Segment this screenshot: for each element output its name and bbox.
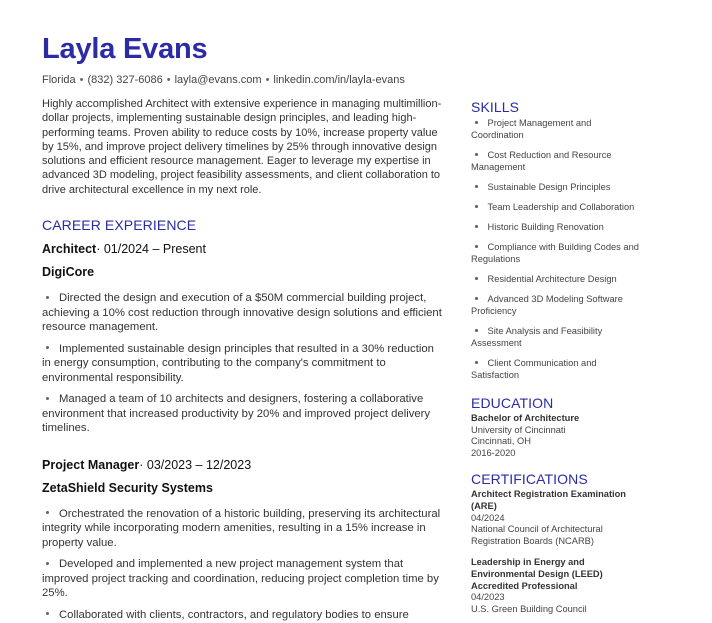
- separator-dot: •: [265, 74, 270, 86]
- skill-text: Site Analysis and Feasibility Assessment: [471, 326, 603, 348]
- certification-entry: [471, 489, 641, 547]
- skill-text: Advanced 3D Modeling Software Proficiency: [471, 294, 623, 316]
- bullet-icon: [46, 397, 49, 400]
- certification-date: 04/2023: [471, 592, 505, 603]
- job-title-line: [42, 242, 442, 256]
- skill-item: [471, 221, 641, 233]
- candidate-name: Layla Evans: [42, 33, 208, 65]
- separator-dot: •: [79, 74, 84, 86]
- bullet-icon: [475, 225, 478, 228]
- bullet-icon: [46, 346, 49, 349]
- bullet-icon: [46, 296, 49, 299]
- bullet-icon: [475, 185, 478, 188]
- bullet-text: Collaborated with clients, contractors, and regulatory bodies to ensure: [59, 608, 409, 621]
- bullet-icon: [46, 612, 49, 615]
- job-bullet: [42, 608, 442, 623]
- professional-summary: Highly accomplished Architect with extensive experience in managing multimillion-dollar projects, implementing sustainable design principles, and leading high-performing teams. Proven ability to reduce costs by 10%, increase property value by 15%, and improve project delivery timelines by 25% through innovative design solutions and efficient resource management. Eager to leverage my expertise in advanced 3D modeling, project feasibility assessments, and client collaboration to drive architectural excellence in my next role.: [42, 98, 442, 196]
- section-title-skills: SKILLS: [471, 99, 520, 115]
- section-title-certifications: CERTIFICATIONS: [471, 471, 588, 488]
- job-bullet: [42, 392, 442, 436]
- job-dates: · 01/2024 – Present: [96, 242, 206, 257]
- contact-email[interactable]: layla@evans.com: [174, 74, 262, 86]
- bullet-icon: [46, 562, 49, 565]
- job-role: Architect: [42, 242, 97, 257]
- job-role: Project Manager: [42, 457, 140, 472]
- skill-text: Project Management and Coordination: [471, 118, 592, 140]
- skills-list: [471, 117, 641, 381]
- certification-issuer: National Council of Architectural Registration Boards (NCARB): [471, 524, 603, 546]
- bullet-icon: [475, 121, 478, 124]
- bullet-icon: [475, 277, 478, 280]
- job-bullet: [42, 342, 442, 386]
- bullet-text: Orchestrated the renovation of a historic building, preserving its architectural integrity while incorporating modern amenities, resulting in a 15% increase in property value.: [42, 507, 441, 549]
- bullet-text: Implemented sustainable design principles that resulted in a 30% reduction in energy consumption, contributing to the company's commitment to environmental responsibility.: [42, 342, 434, 384]
- skill-item: [471, 273, 641, 285]
- contact-line: [42, 74, 405, 86]
- job-title-line: [42, 458, 442, 472]
- job-company: DigiCore: [42, 265, 95, 280]
- bullet-text: Directed the design and execution of a $50M commercial building project, achieving a 10% cost reduction through innovative design solutions and efficient resource management.: [42, 292, 442, 334]
- bullet-text: Developed and implemented a new project management system that improved project tracking and coordination, reducing project completion time by 25%.: [42, 558, 439, 600]
- contact-phone: (832) 327-6086: [87, 74, 163, 86]
- main-column: [42, 97, 442, 623]
- job-bullet: [42, 557, 442, 601]
- separator-dot: •: [166, 74, 171, 86]
- job-bullet: [42, 291, 442, 335]
- bullet-icon: [475, 153, 478, 156]
- bullet-icon: [475, 361, 478, 364]
- section-title-education: EDUCATION: [471, 395, 554, 411]
- education-degree: Bachelor of Architecture: [471, 413, 580, 423]
- bullet-icon: [46, 511, 49, 514]
- contact-linkedin[interactable]: linkedin.com/in/layla-evans: [273, 74, 405, 86]
- sidebar-column: [471, 99, 641, 615]
- education-entry: [471, 413, 641, 459]
- job-entry: [42, 458, 442, 623]
- certification-name: Architect Registration Examination (ARE): [471, 489, 626, 511]
- skill-item: [471, 241, 641, 265]
- skill-text: Client Communication and Satisfaction: [471, 358, 597, 380]
- job-bullet: [42, 507, 442, 551]
- certification-date: 04/2024: [471, 512, 505, 523]
- bullet-icon: [475, 205, 478, 208]
- skill-text: Sustainable Design Principles: [487, 182, 611, 192]
- skill-text: Residential Architecture Design: [487, 274, 617, 284]
- job-entry: [42, 242, 442, 436]
- job-bullets: [42, 507, 442, 623]
- bullet-icon: [475, 329, 478, 332]
- skill-item: [471, 117, 641, 141]
- skill-text: Compliance with Building Codes and Regulations: [471, 242, 639, 264]
- job-dates: · 03/2023 – 12/2023: [139, 457, 252, 472]
- certification-issuer: U.S. Green Building Council: [471, 603, 587, 614]
- skill-item: [471, 149, 641, 173]
- skill-text: Team Leadership and Collaboration: [487, 202, 635, 212]
- education-school: University of Cincinnati: [471, 424, 566, 435]
- skill-item: [471, 181, 641, 193]
- education-location: Cincinnati, OH: [471, 436, 531, 447]
- section-title-career: CAREER EXPERIENCE: [42, 217, 197, 234]
- bullet-text: Managed a team of 10 architects and designers, fostering a collaborative environment that increased productivity by 20% and improved project delivery timelines.: [42, 393, 431, 435]
- bullet-icon: [475, 297, 478, 300]
- skill-text: Cost Reduction and Resource Management: [471, 150, 612, 172]
- bullet-icon: [475, 245, 478, 248]
- certification-entry: [471, 557, 641, 615]
- contact-location: Florida: [42, 74, 76, 86]
- skill-item: [471, 357, 641, 381]
- skill-item: [471, 325, 641, 349]
- job-company: ZetaShield Security Systems: [42, 480, 213, 495]
- certification-name: Leadership in Energy and Environmental Design (LEED) Accredited Professional: [471, 557, 603, 591]
- education-dates: 2016-2020: [471, 447, 516, 458]
- skill-item: [471, 293, 641, 317]
- skill-text: Historic Building Renovation: [487, 222, 604, 232]
- job-bullets: [42, 291, 442, 436]
- skill-item: [471, 201, 641, 213]
